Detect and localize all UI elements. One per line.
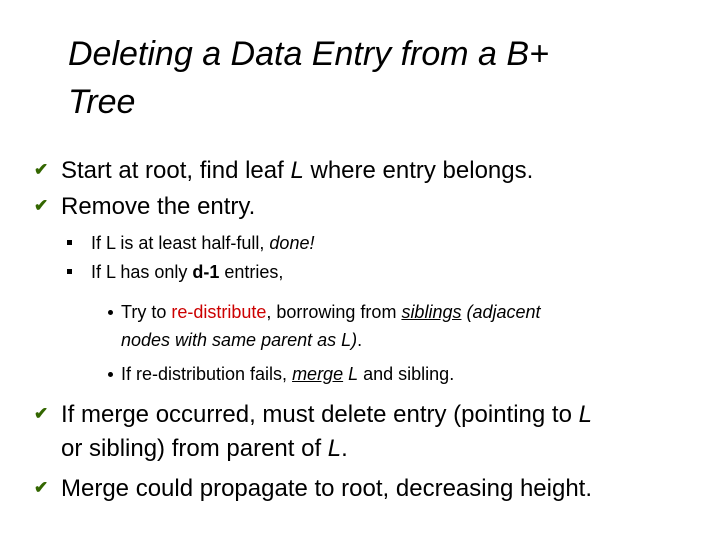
bullet-start-at-root: Start at root, find leaf L where entry belongs. — [61, 157, 534, 184]
sub-sub-bullet-redistribute: Try to re-distribute, borrowing from siblings (adjacent — [121, 302, 541, 322]
siblings-term: siblings — [401, 302, 462, 322]
sub-bullet-half-full: If L is at least half-full, done! — [91, 233, 315, 253]
bullet-merge-occurred: If merge occurred, must delete entry (pointing to L — [61, 401, 592, 428]
square-bullet-icon — [67, 240, 72, 245]
title-line-2: Tree — [68, 83, 136, 121]
sub-bullet-d-minus-1: If L has only d-1 entries, — [91, 262, 284, 282]
slide-title — [68, 30, 688, 126]
bullet-merge-occurred-cont: or sibling) from parent of L. — [61, 435, 348, 462]
redistribute-highlight: re-distribute — [171, 302, 267, 322]
sub-sub-bullet-redistribute-cont: nodes with same parent as L). — [121, 330, 363, 350]
sub-sub-bullet-merge: If re-distribution fails, merge L and sibling. — [121, 364, 455, 384]
dot-bullet-icon — [108, 310, 113, 315]
dot-bullet-icon — [108, 372, 113, 377]
merge-term: merge — [292, 364, 344, 384]
bullet-merge-propagate: Merge could propagate to root, decreasing height. — [61, 475, 593, 502]
square-bullet-icon — [67, 269, 72, 274]
checkmark-bullet-icon: ✔ — [34, 404, 49, 423]
checkmark-bullet-icon: ✔ — [34, 196, 49, 215]
bullet-remove-entry: Remove the entry. — [61, 193, 256, 220]
checkmark-bullet-icon: ✔ — [34, 478, 49, 497]
checkmark-bullet-icon: ✔ — [34, 160, 49, 179]
title-line-1: Deleting a Data Entry from a B+ — [68, 35, 549, 73]
